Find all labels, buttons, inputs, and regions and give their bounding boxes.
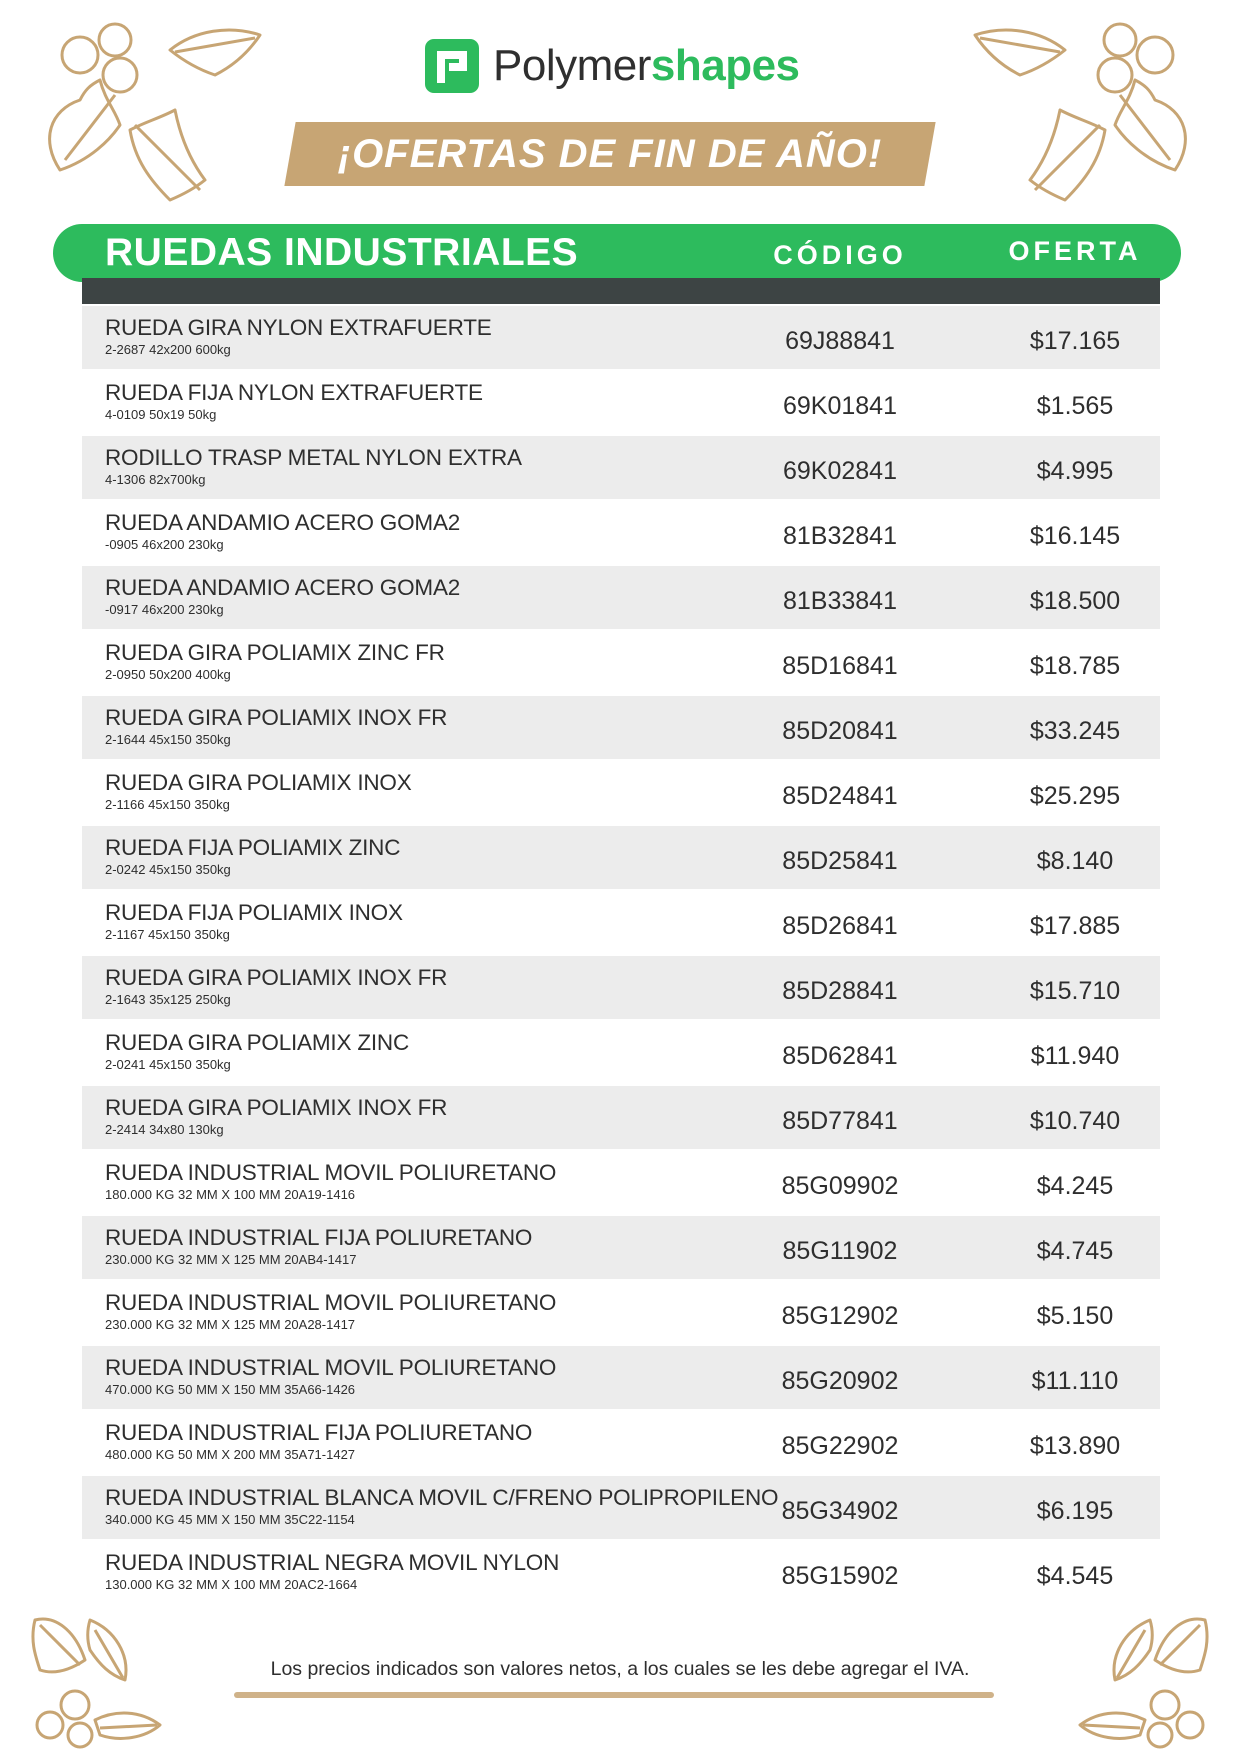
product-price: $33.245 [1029,717,1121,745]
table-row [82,436,1160,499]
table-title: RUEDAS INDUSTRIALES [105,231,579,274]
holly-decoration-top-left [20,10,270,210]
product-code: 85D26841 [782,912,898,940]
product-name: RUEDA INDUSTRIAL MOVIL POLIURETANO [105,1355,557,1380]
table-row [82,1086,1160,1149]
product-name: RUEDA ANDAMIO ACERO GOMA2 [105,575,461,600]
product-spec: 2-1166 45x150 350kg [105,797,230,812]
table-row [82,1151,1160,1214]
product-spec: 230.000 KG 32 MM X 125 MM 20A28-1417 [105,1317,356,1332]
table-row [82,566,1160,629]
product-spec: -0905 46x200 230kg [105,537,224,552]
product-price: $15.710 [1029,977,1121,1005]
product-price: $6.195 [1036,1497,1114,1525]
product-name: RUEDA FIJA POLIAMIX ZINC [105,835,401,860]
table-row [82,501,1160,564]
product-code: 85D77841 [782,1107,898,1135]
product-name: RUEDA GIRA POLIAMIX INOX FR [105,705,448,730]
product-spec: 2-0242 45x150 350kg [105,862,231,877]
table-row [82,956,1160,1019]
product-price: $18.500 [1029,587,1121,615]
table-row [82,1346,1160,1409]
product-table [82,306,1160,1606]
product-code: 85G20902 [781,1367,899,1395]
promo-banner-title: ¡OFERTAS DE FIN DE AÑO! [337,132,883,176]
product-price: $17.885 [1029,912,1121,940]
product-code: 69K02841 [782,457,897,485]
table-row [82,371,1160,434]
table-row [82,306,1160,369]
product-price: $1.565 [1036,392,1114,420]
table-row [82,1411,1160,1474]
product-name: RODILLO TRASP METAL NYLON EXTRA [105,445,522,470]
table-row [82,761,1160,824]
product-spec: 4-0109 50x19 50kg [105,407,217,422]
product-name: RUEDA INDUSTRIAL BLANCA MOVIL C/FRENO POLIPROPILENO [105,1485,779,1510]
product-code: 85G22902 [781,1432,899,1460]
product-spec: 230.000 KG 32 MM X 125 MM 20AB4-1417 [105,1252,357,1267]
product-price: $4.995 [1036,457,1114,485]
product-code: 81B32841 [782,522,897,550]
product-name: RUEDA GIRA POLIAMIX ZINC FR [105,640,445,665]
table-row [82,826,1160,889]
product-name: RUEDA GIRA POLIAMIX INOX FR [105,1095,448,1120]
table-row [82,696,1160,759]
brand-logo [425,36,800,96]
product-price: $5.150 [1036,1302,1114,1330]
product-name: RUEDA FIJA NYLON EXTRAFUERTE [105,380,483,405]
product-code: 85G09902 [781,1172,899,1200]
product-code: 85D20841 [782,717,898,745]
table-row [82,1021,1160,1084]
product-code: 85D16841 [782,652,898,680]
table-row [82,1216,1160,1279]
product-name: RUEDA ANDAMIO ACERO GOMA2 [105,510,461,535]
product-name: RUEDA INDUSTRIAL NEGRA MOVIL NYLON [105,1550,560,1575]
column-header-price: OFERTA [1008,236,1142,266]
product-code: 85G15902 [781,1562,899,1590]
table-row [82,891,1160,954]
product-name: RUEDA INDUSTRIAL FIJA POLIURETANO [105,1225,533,1250]
product-price: $18.785 [1029,652,1121,680]
product-code: 85D24841 [782,782,898,810]
footer-underline [234,1692,994,1698]
product-spec: 2-2414 34x80 130kg [105,1122,224,1137]
product-name: RUEDA GIRA POLIAMIX ZINC [105,1030,410,1055]
product-price: $4.545 [1036,1562,1114,1590]
product-price: $13.890 [1029,1432,1121,1460]
product-price: $17.165 [1029,327,1121,355]
product-name: RUEDA GIRA NYLON EXTRAFUERTE [105,315,492,340]
product-name: RUEDA INDUSTRIAL FIJA POLIURETANO [105,1420,533,1445]
brand-name: Polymershapes [493,41,800,90]
product-price: $4.745 [1036,1237,1114,1265]
product-price: $11.110 [1031,1367,1119,1395]
product-code: 85G12902 [781,1302,899,1330]
product-spec: 2-2687 42x200 600kg [105,342,231,357]
product-spec: 4-1306 82x700kg [105,472,206,487]
product-spec: 340.000 KG 45 MM X 150 MM 35C22-1154 [105,1512,355,1527]
product-code: 81B33841 [782,587,897,615]
product-spec: 130.000 KG 32 MM X 100 MM 20AC2-1664 [105,1577,358,1592]
product-code: 69J88841 [785,327,895,355]
product-spec: 2-1644 45x150 350kg [105,732,231,747]
product-spec: 2-0241 45x150 350kg [105,1057,231,1072]
product-spec: 2-1167 45x150 350kg [105,927,230,942]
product-code: 69K01841 [782,392,897,420]
product-price: $10.740 [1029,1107,1121,1135]
table-row [82,1476,1160,1539]
product-name: RUEDA INDUSTRIAL MOVIL POLIURETANO [105,1290,557,1315]
product-price: $4.245 [1036,1172,1114,1200]
holly-decoration-top-right [965,10,1215,210]
product-name: RUEDA INDUSTRIAL MOVIL POLIURETANO [105,1160,557,1185]
product-spec: 480.000 KG 50 MM X 200 MM 35A71-1427 [105,1447,356,1462]
product-spec: 180.000 KG 32 MM X 100 MM 20A19-1416 [105,1187,356,1202]
product-name: RUEDA GIRA POLIAMIX INOX FR [105,965,448,990]
product-name: RUEDA GIRA POLIAMIX INOX [105,770,412,795]
column-header-code: CÓDIGO [773,240,907,270]
product-price: $11.940 [1030,1042,1120,1070]
product-code: 85D28841 [782,977,898,1005]
product-code: 85G11902 [782,1237,898,1265]
product-price: $16.145 [1029,522,1121,550]
table-row [82,1541,1160,1604]
product-spec: -0917 46x200 230kg [105,602,224,617]
product-code: 85G34902 [781,1497,899,1525]
product-code: 85D25841 [782,847,898,875]
product-spec: 2-1643 35x125 250kg [105,992,231,1007]
price-disclaimer: Los precios indicados son valores netos, a los cuales se les debe agregar el IVA. [270,1658,970,1680]
polymershapes-logo-icon [425,39,479,93]
table-row [82,1281,1160,1344]
product-code: 85D62841 [782,1042,898,1070]
product-price: $8.140 [1036,847,1114,875]
product-spec: 2-0950 50x200 400kg [105,667,231,682]
product-spec: 470.000 KG 50 MM X 150 MM 35A66-1426 [105,1382,356,1397]
table-row [82,631,1160,694]
product-price: $25.295 [1029,782,1121,810]
product-name: RUEDA FIJA POLIAMIX INOX [105,900,403,925]
